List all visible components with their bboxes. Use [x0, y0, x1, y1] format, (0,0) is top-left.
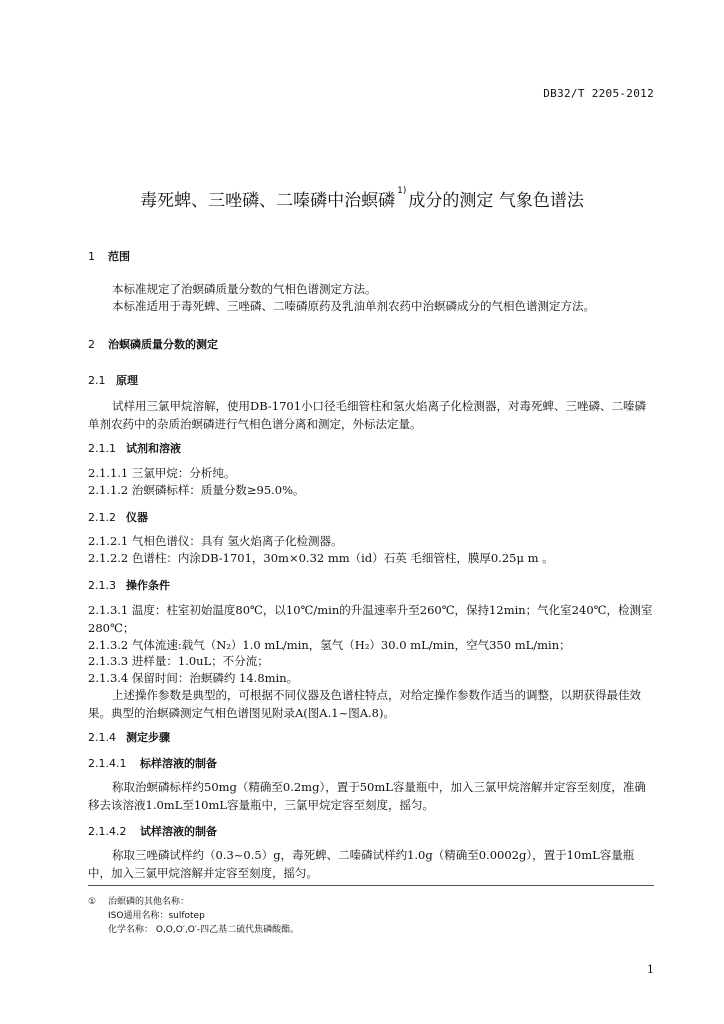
list-item: 2.1.2.2 色谱柱：内涂DB-1701，30m×0.32 mm（id）石英 毛细管柱，膜厚0.25μ m 。 [88, 551, 554, 565]
footnote-line: ISO通用名称：sulfotep [108, 911, 205, 921]
list-item: 2.1.1.2 治螟磷标样：质量分数≥95.0%。 [88, 483, 305, 497]
section-heading-2: 2 治螟磷质量分数的测定 [88, 338, 218, 351]
title-main: 毒死蜱、三唑磷、二嗪磷中治螟磷 [140, 191, 396, 211]
title-suffix: 成分的测定 气象色谱法 [408, 191, 584, 211]
section-heading-1: 1 范围 [88, 250, 130, 263]
standard-number: DB32/T 2205-2012 [543, 87, 654, 100]
list-item: 2.1.3.1 温度：柱室初始温度80℃，以10℃/min的升温速率升至260℃，保持12min；气化室240℃，检测室280℃； [88, 603, 653, 635]
section-heading-2-1-2: 2.1.2 仪器 [88, 511, 148, 524]
paragraph: 本标准规定了治螟磷质量分数的气相色谱测定方法。 [112, 282, 377, 296]
paragraph: 称取三唑磷试样约（0.3~0.5）g，毒死蜱、二嗪磷试样约1.0g（精确至0.0002g），置于10mL容量瓶中，加入三氯甲烷溶解并定容至刻度，摇匀。 [88, 848, 635, 880]
list-item: 2.1.1.1 三氯甲烷：分析纯。 [88, 466, 236, 480]
page-number: 1 [647, 963, 654, 976]
footnote-line: 化学名称： O,O,O′,O′-四乙基二硫代焦磷酸酯。 [108, 925, 300, 935]
footnote-line: 治螟磷的其他名称： [108, 897, 190, 907]
list-item: 2.1.3.4 保留时间：治螟磷约 14.8min。 [88, 671, 299, 685]
list-item: 2.1.3.2 气体流速:载气（N₂）1.0 mL/min，氢气（H₂）30.0 mL/min，空气350 mL/min； [88, 638, 571, 652]
section-heading-2-1-4-1: 2.1.4.1 标样溶液的制备 [88, 757, 217, 770]
paragraph: 试样用三氯甲烷溶解，使用DB-1701小口径毛细管柱和氢火焰离子化检测器，对毒死蜱、三唑磷、二嗪磷单剂农药中的杂质治螟磷进行气相色谱分离和测定，外标法定量。 [88, 399, 647, 431]
document-title [0, 186, 724, 211]
section-heading-2-1-1: 2.1.1 试剂和溶液 [88, 442, 181, 455]
footnote-divider [88, 885, 654, 886]
paragraph: 本标准适用于毒死蜱、三唑磷、二嗪磷原药及乳油单剂农药中治螟磷成分的气相色谱测定方法。 [112, 299, 595, 313]
list-item: 2.1.3.3 进样量：1.0uL；不分流； [88, 654, 269, 668]
section-heading-2-1: 2.1 原理 [88, 374, 138, 387]
paragraph: 称取治螟磷标样约50mg（精确至0.2mg），置于50mL容量瓶中，加入三氯甲烷溶解并定容至刻度，准确移去该溶液1.0mL至10mL容量瓶中，三氯甲烷定容至刻度，摇匀。 [88, 780, 646, 812]
list-item: 2.1.2.1 气相色谱仪：具有 氢火焰离子化检测器。 [88, 534, 343, 548]
section-heading-2-1-4: 2.1.4 测定步骤 [88, 731, 170, 744]
footnote-mark: ① [88, 897, 97, 907]
paragraph: 上述操作参数是典型的，可根据不同仪器及色谱柱特点，对给定操作参数作适当的调整，以期获得最佳效果。典型的治螟磷测定气相色谱图见附录A(图A.1~图A.8)。 [88, 688, 641, 720]
title-footnote-mark: 1) [397, 186, 407, 197]
section-heading-2-1-4-2: 2.1.4.2 试样溶液的制备 [88, 825, 217, 838]
section-heading-2-1-3: 2.1.3 操作条件 [88, 579, 170, 592]
